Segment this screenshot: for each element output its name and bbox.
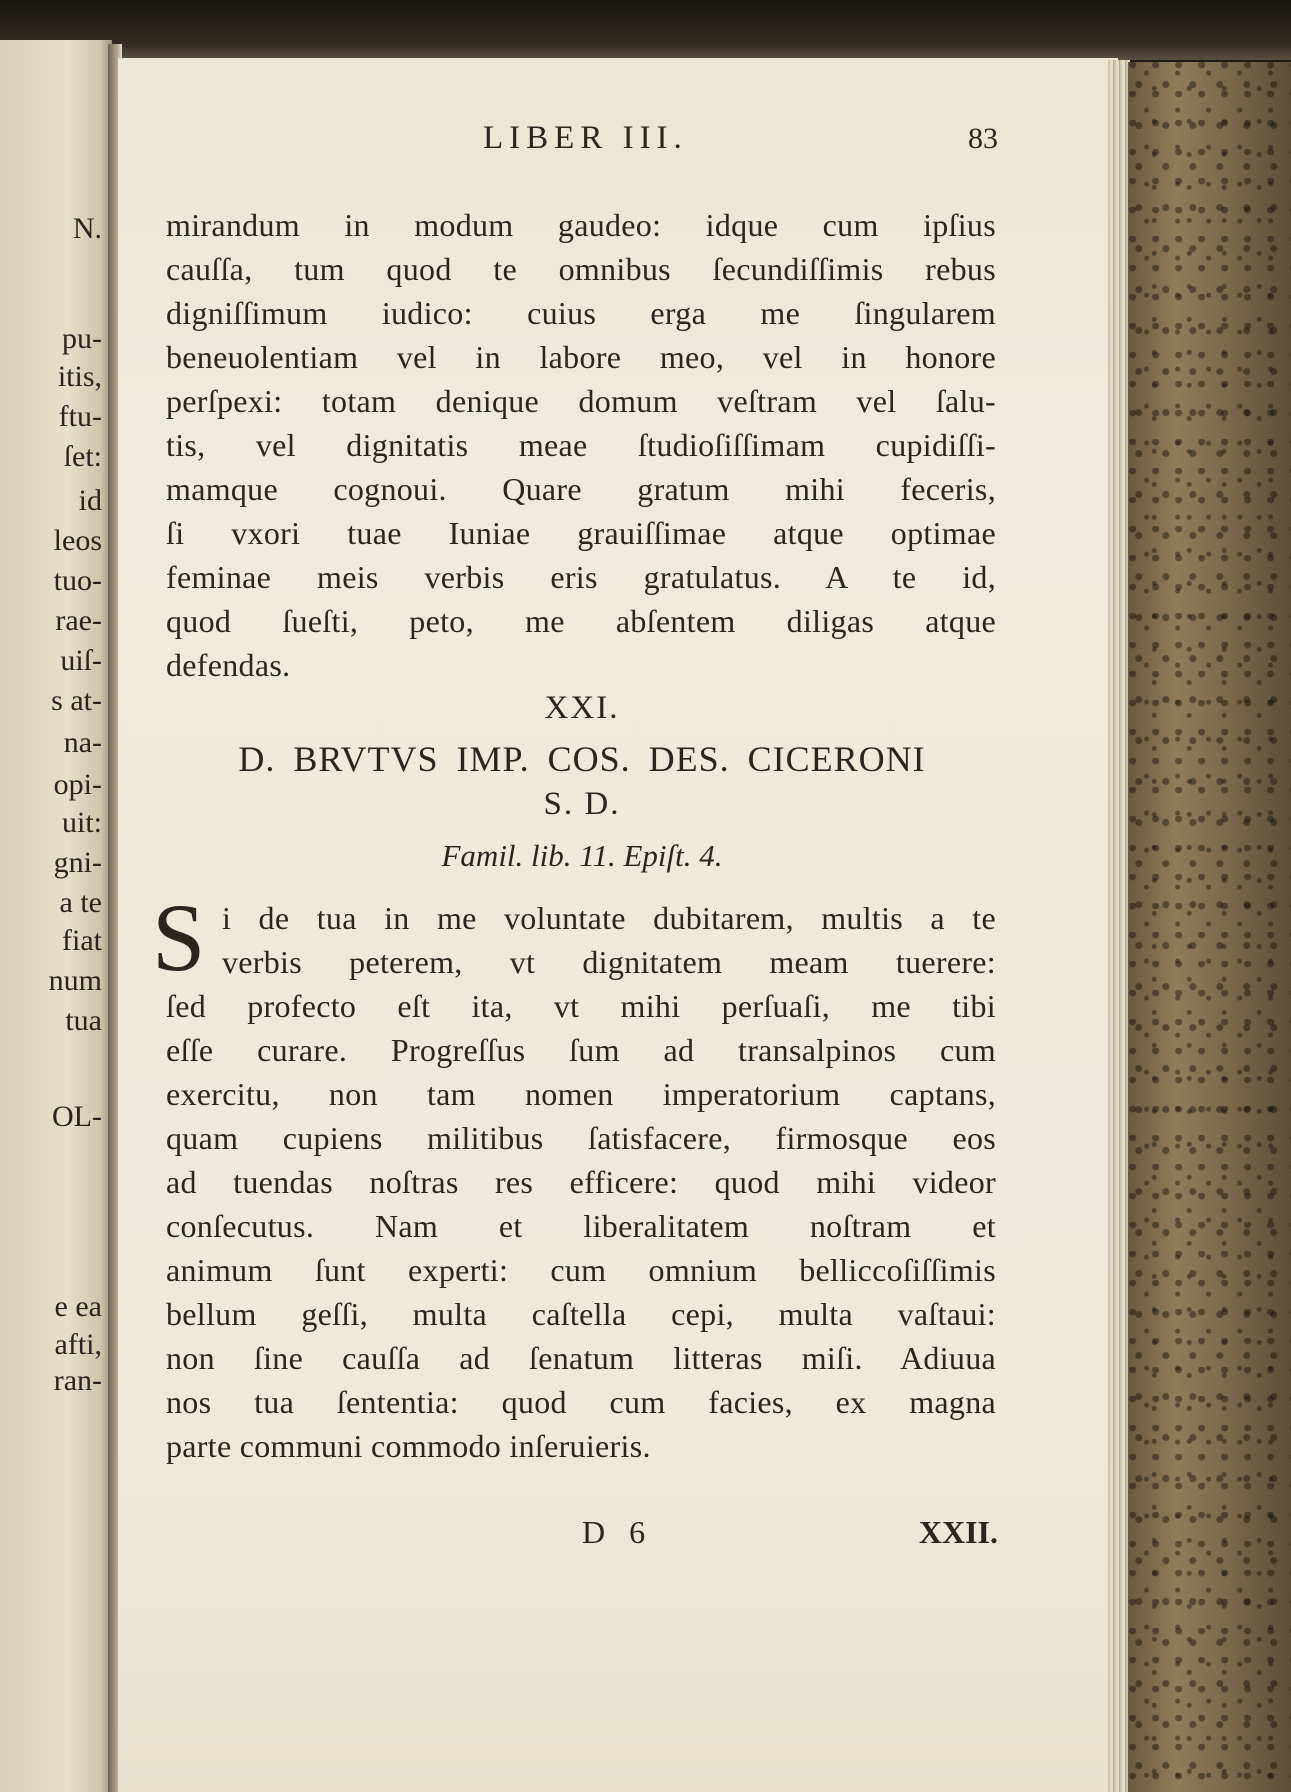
previous-page-fragment: a te (59, 886, 102, 919)
previous-page-fragment: pu- (62, 322, 102, 355)
previous-page-fragment: s at- (51, 684, 102, 717)
running-head (166, 120, 998, 160)
previous-page-fragment: tua (65, 1004, 102, 1037)
page-footer (166, 1514, 998, 1558)
previous-page-fragment: uit: (61, 806, 102, 839)
previous-page-fragment: N. (72, 212, 102, 245)
text-line: exercitu, non tam nomen imperatorium captans, (166, 1076, 996, 1112)
text-line: quam cupiens militibus ſatisfacere, firmosque eos (166, 1120, 996, 1156)
signature-mark: D 6 (582, 1514, 654, 1550)
previous-page-fragment: gni- (53, 846, 102, 879)
drop-cap: S (152, 884, 206, 991)
previous-page-fragment: itis, (57, 360, 102, 393)
previous-page-fragment: fiat (62, 924, 102, 957)
book-cover-edge (1128, 62, 1291, 1792)
previous-page-fragment: ftu- (58, 400, 102, 433)
text-line: verbis peterem, vt dignitatem meam tuerere: (222, 944, 996, 980)
text-line: eſſe curare. Progreſſus ſum ad transalpinos cum (166, 1032, 996, 1068)
previous-page-fragment: num (48, 964, 102, 997)
previous-page-fragment: e ea (54, 1290, 102, 1323)
text-line: feminae meis verbis eris gratulatus. A te id, (166, 559, 996, 595)
previous-page-sliver (0, 40, 112, 1792)
text-line: mirandum in modum gaudeo: idque cum ipſius (166, 207, 996, 243)
previous-page-fragment: tuo- (53, 564, 102, 597)
previous-page-fragment: na- (63, 726, 102, 759)
page-number: 83 (968, 122, 998, 155)
text-line: beneuolentiam vel in labore meo, vel in honore (166, 339, 996, 375)
text-line: tis, vel dignitatis meae ſtudioſiſſimam cupidiſſi- (166, 427, 996, 463)
previous-page-fragment: ran- (53, 1364, 102, 1397)
letter-salutation: S. D. (543, 786, 621, 822)
book-top-edge (0, 0, 1291, 60)
text-line: digniſſimum iudico: cuius erga me ſingularem (166, 295, 996, 331)
catchword: XXII. (918, 1514, 998, 1550)
text-line: ſed profecto eſt ita, vt mihi perſuaſi, me tibi (166, 988, 996, 1024)
text-line: parte communi commodo inſeruieris. (166, 1428, 651, 1464)
previous-page-fragment: ſet: (63, 440, 102, 473)
text-line: quod ſueſti, peto, me abſentem diligas atque (166, 603, 996, 639)
letter-body (166, 896, 996, 1468)
text-line: bellum geſſi, multa caſtella cepi, multa vaſtaui: (166, 1296, 996, 1332)
previous-page-fragment: afti, (54, 1328, 102, 1361)
previous-page-fragment: uiſ- (60, 644, 102, 677)
text-line: animum ſunt experti: cum omnium belliccoſiſſimis (166, 1252, 996, 1288)
text-line: nos tua ſententia: quod cum facies, ex magna (166, 1384, 996, 1420)
previous-page-fragment: id (78, 484, 102, 517)
letter-number: XXI. (544, 690, 620, 726)
running-head-title: LIBER III. (483, 120, 688, 156)
page-edges (1108, 60, 1130, 1792)
paragraph-1 (166, 203, 996, 687)
text-line: defendas. (166, 647, 291, 683)
text-line: i de tua in me voluntate dubitarem, multis a te (222, 900, 996, 936)
text-line: ad tuendas noſtras res efficere: quod mihi videor (166, 1164, 996, 1200)
letter-citation: Famil. lib. 11. Epiſt. 4. (441, 838, 723, 873)
text-line: conſecutus. Nam et liberalitatem noſtram et (166, 1208, 996, 1244)
previous-page-fragment: rae- (55, 604, 102, 637)
text-line: perſpexi: totam denique domum veſtram vel ſalu- (166, 383, 996, 419)
text-line: cauſſa, tum quod te omnibus ſecundiſſimis rebus (166, 251, 996, 287)
previous-page-fragment: OL- (52, 1100, 102, 1133)
letter-heading: D. BRVTVS IMP. COS. DES. CICERONI (238, 739, 926, 779)
text-line: non ſine cauſſa ad ſenatum litteras miſi. Adiuua (166, 1340, 996, 1376)
previous-page-fragment: leos (53, 524, 102, 557)
text-line: ſi vxori tuae Iuniae grauiſſimae atque optimae (166, 515, 996, 551)
previous-page-fragment: opi- (53, 768, 102, 801)
text-line: mamque cognoui. Quare gratum mihi feceris, (166, 471, 996, 507)
